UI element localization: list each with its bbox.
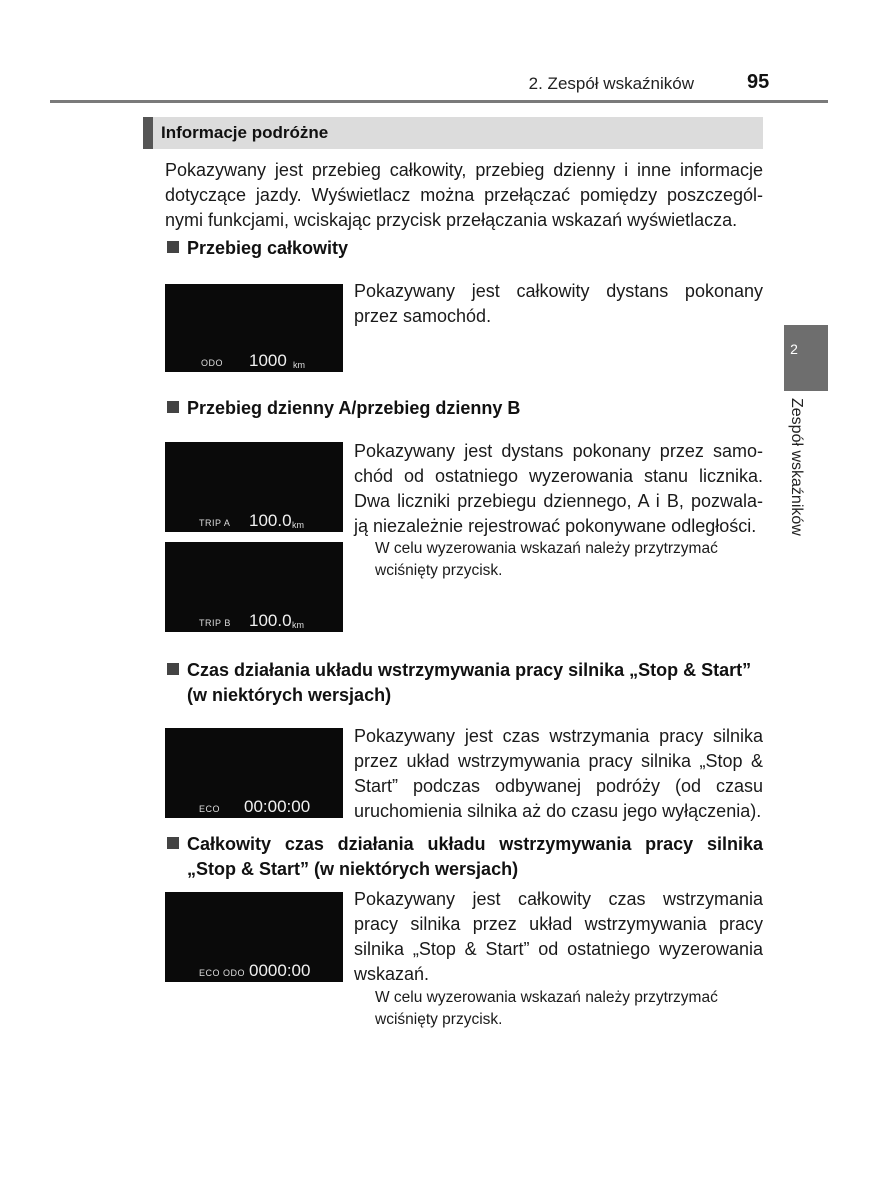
trip-meter-description bbox=[354, 439, 763, 539]
intro-line: nymi funkcjami, wciskając przycisk przełączania wskazań wyświetlacza. bbox=[165, 210, 738, 230]
bullet-square-icon bbox=[167, 241, 179, 253]
text-line: Dwa liczniki przebiegu dziennego, A i B, pozwala- bbox=[354, 491, 763, 511]
display-trip-b bbox=[165, 542, 343, 632]
text-line: chód od ostatniego wyzerowania stanu licznika. bbox=[354, 466, 763, 486]
subheading-text: „Stop & Start” (w niektórych wersjach) bbox=[187, 859, 519, 879]
display-odometer bbox=[165, 284, 343, 372]
display-label: TRIP B bbox=[199, 618, 231, 628]
odometer-description bbox=[354, 279, 763, 329]
stop-start-total-note bbox=[375, 987, 718, 1031]
subheading-trip-meter bbox=[167, 396, 520, 421]
section-title-accent bbox=[143, 117, 153, 149]
note-line: wciśnięty przycisk. bbox=[375, 1011, 503, 1028]
intro-line: dotyczące jazdy. Wyświetlacz można przełączać pomiędzy poszczegól- bbox=[165, 185, 763, 205]
intro-line: Pokazywany jest przebieg całkowity, przebieg dzienny i inne informacje bbox=[165, 160, 763, 180]
display-unit: km bbox=[292, 520, 304, 530]
subheading-text: (w niektórych wersjach) bbox=[187, 685, 392, 705]
text-line: uruchomienia silnika aż do czasu jego wyłączenia). bbox=[354, 801, 762, 821]
chapter-side-label bbox=[785, 398, 807, 558]
text-line: przez samochód. bbox=[354, 306, 492, 326]
text-line: wskazań. bbox=[354, 964, 430, 984]
trip-meter-note bbox=[375, 538, 718, 582]
bullet-square-icon bbox=[167, 663, 179, 675]
subheading-text: Przebieg dzienny A/przebieg dzienny B bbox=[187, 398, 521, 418]
display-label: ECO ODO bbox=[199, 968, 246, 978]
text-line: przez układ wstrzymywania pracy silnika „Stop & bbox=[354, 751, 763, 771]
display-eco-odo bbox=[165, 892, 343, 982]
chapter-side-label-text: Zespół wskaźników bbox=[788, 398, 805, 536]
display-value: 1000 bbox=[249, 351, 287, 370]
subheading-stop-start-total bbox=[167, 832, 763, 882]
stop-start-time-description bbox=[354, 724, 763, 824]
text-line: Pokazywany jest całkowity czas wstrzymania bbox=[354, 889, 763, 909]
display-unit: km bbox=[292, 620, 304, 630]
text-line: ją niezależnie rejestrować pokonywane odległości. bbox=[354, 516, 757, 536]
bullet-square-icon bbox=[167, 837, 179, 849]
chapter-tab bbox=[784, 325, 828, 391]
subheading-stop-start-time bbox=[167, 658, 767, 708]
header-rule bbox=[50, 100, 828, 103]
note-line: W celu wyzerowania wskazań należy przytrzymać bbox=[375, 989, 718, 1006]
display-eco-time bbox=[165, 728, 343, 818]
subheading-text: Czas działania układu wstrzymywania pracy silnika „Stop & Start” bbox=[187, 660, 752, 680]
subheading-text: Przebieg całkowity bbox=[187, 238, 349, 258]
note-line: wciśnięty przycisk. bbox=[375, 562, 503, 579]
display-value: 0000:00 bbox=[249, 961, 311, 980]
section-title: Informacje podróżne bbox=[161, 123, 329, 142]
text-line: Pokazywany jest całkowity dystans pokonany bbox=[354, 281, 763, 301]
text-line: pracy silnika przez układ wstrzymywania pracy bbox=[354, 914, 763, 934]
section-title-bar bbox=[143, 117, 763, 149]
stop-start-total-description bbox=[354, 887, 763, 987]
bullet-square-icon bbox=[167, 401, 179, 413]
display-label: ECO bbox=[199, 804, 221, 814]
intro-paragraph bbox=[165, 158, 763, 233]
display-unit: km bbox=[293, 360, 305, 370]
display-label: ODO bbox=[201, 358, 224, 368]
display-label: TRIP A bbox=[199, 518, 231, 528]
subheading-odometer bbox=[167, 236, 348, 261]
text-line: Start” podczas odbywanej podróży (od czasu bbox=[354, 776, 763, 796]
display-value: 100.0 bbox=[249, 611, 292, 630]
note-line: W celu wyzerowania wskazań należy przytrzymać bbox=[375, 540, 718, 557]
page-number: 95 bbox=[747, 71, 770, 93]
text-line: silnika „Stop & Start” od ostatniego wyzerowania bbox=[354, 939, 763, 959]
subheading-text: Całkowity czas działania układu wstrzymywania pracy silnika bbox=[187, 834, 763, 854]
text-line: Pokazywany jest dystans pokonany przez samo- bbox=[354, 441, 763, 461]
text-line: Pokazywany jest czas wstrzymania pracy silnika bbox=[354, 726, 763, 746]
display-value: 00:00:00 bbox=[244, 797, 311, 816]
chapter-tab-number: 2 bbox=[790, 341, 798, 357]
running-header-section: 2. Zespół wskaźników bbox=[528, 74, 694, 93]
display-trip-a bbox=[165, 442, 343, 532]
display-value: 100.0 bbox=[249, 511, 292, 530]
